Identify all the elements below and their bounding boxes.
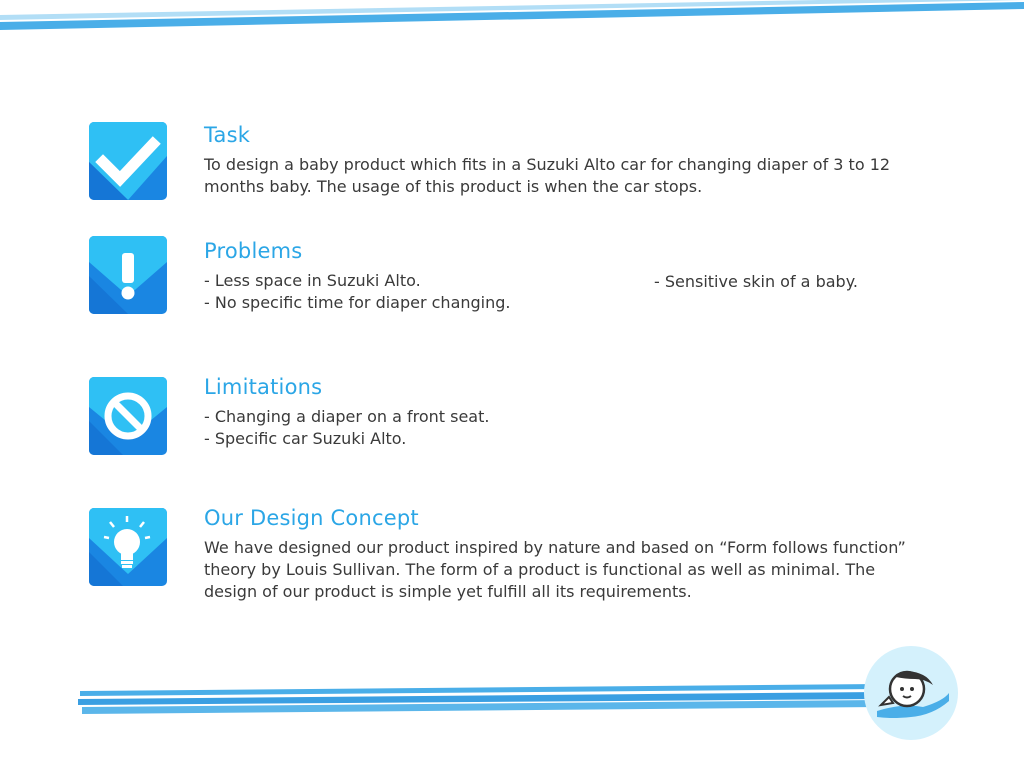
concept-text: We have designed our product inspired by nature and based on “Form follows function” theory by Louis Sullivan. The form of a product is functional as well as minimal. The design of our product is simple yet fulfill all its requirements.	[204, 538, 906, 601]
limitations-heading: Limitations	[204, 375, 323, 399]
problems-heading: Problems	[204, 239, 303, 263]
limitation-item: - Specific car Suzuki Alto.	[204, 429, 407, 448]
concept-section	[204, 505, 914, 603]
task-section	[204, 122, 894, 198]
problem-item: - Less space in Suzuki Alto.	[204, 271, 421, 290]
concept-heading: Our Design Concept	[204, 506, 419, 530]
problems-exclamation-icon	[89, 236, 167, 314]
task-checkmark-icon	[89, 122, 167, 200]
problem-item: - No specific time for diaper changing.	[204, 293, 511, 312]
problem-item: - Sensitive skin of a baby.	[654, 272, 858, 291]
baby-mascot-icon	[863, 645, 959, 741]
problems-section	[204, 238, 654, 314]
limitations-section	[204, 374, 654, 450]
limitation-item: - Changing a diaper on a front seat.	[204, 407, 490, 426]
task-text: To design a baby product which fits in a Suzuki Alto car for changing diaper of 3 to 12 months baby. The usage of this product is when the car stops.	[204, 155, 891, 196]
concept-lightbulb-icon	[89, 508, 167, 586]
task-heading: Task	[204, 123, 251, 147]
top-brush-stroke	[0, 0, 1024, 40]
limitations-prohibited-icon	[89, 377, 167, 455]
